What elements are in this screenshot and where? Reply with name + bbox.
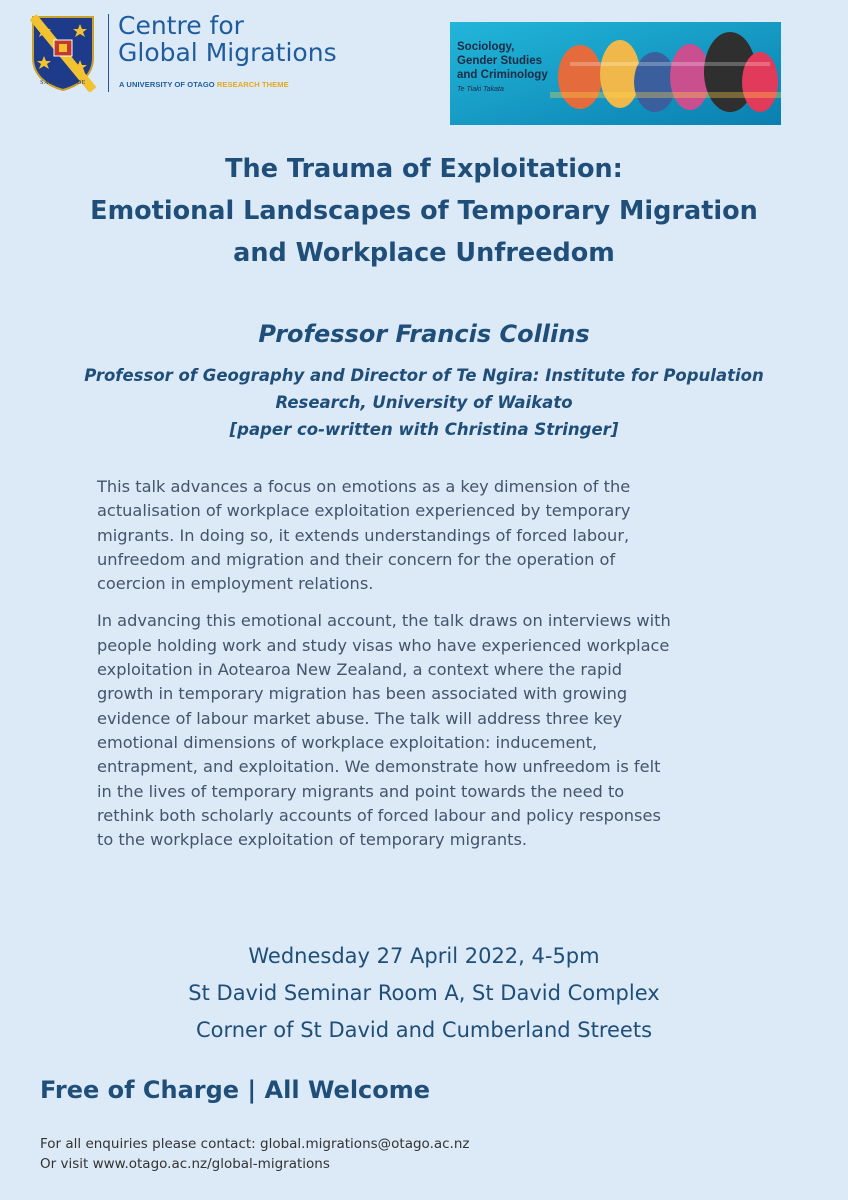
event-details [0, 938, 848, 1049]
abstract [97, 475, 777, 865]
abstract-line: to the workplace exploitation of temporary migrants. [97, 830, 528, 850]
banner-subtitle: Te Tiaki Takata [457, 86, 504, 93]
department-banner [450, 22, 781, 125]
affiliation-line-2: Research, University of Waikato [275, 393, 573, 412]
speaker-name: Professor Francis Collins [258, 320, 590, 348]
abstract-line: in the lives of temporary migrants and point towards the need to [97, 781, 625, 801]
event-date: Wednesday 27 April 2022, 4-5pm [248, 944, 600, 968]
contact-website-line: Or visit www.otago.ac.nz/global-migrations [40, 1156, 330, 1172]
abstract-line: actualisation of workplace exploitation experienced by temporary [97, 501, 631, 521]
logo-subtitle [119, 80, 289, 89]
banner-line-3: and Criminology [457, 69, 548, 81]
event-location: Corner of St David and Cumberland Streets [195, 1018, 653, 1042]
abstract-paragraph-1 [97, 475, 777, 596]
admission-note: Free of Charge | All Welcome [40, 1076, 431, 1104]
abstract-line: In advancing this emotional account, the talk draws on interviews with [97, 611, 671, 631]
abstract-line: migrants. In doing so, it extends understandings of forced labour, [97, 525, 630, 545]
event-room: St David Seminar Room A, St David Complex [188, 981, 660, 1005]
abstract-line: emotional dimensions of workplace exploitation: inducement, [97, 732, 598, 752]
logo-divider [108, 14, 109, 92]
affiliation-line-1: Professor of Geography and Director of Te Ngira: Institute for Population [84, 366, 764, 385]
affiliation-line-3: [paper co-written with Christina Stringer] [229, 420, 619, 439]
abstract-line: evidence of labour market abuse. The talk will address three key [97, 708, 623, 728]
header [0, 0, 848, 135]
title-line-3: and Workplace Unfreedom [233, 238, 615, 268]
contact-info [40, 1134, 470, 1174]
title-line-1: The Trauma of Exploitation: [225, 154, 623, 184]
logo-line-1: Centre for [118, 11, 244, 40]
logo-line-2: Global Migrations [118, 38, 337, 67]
abstract-line: unfreedom and migration and their concern for the operation of [97, 549, 616, 569]
abstract-line: entrapment, and exploitation. We demonstrate how unfreedom is felt [97, 757, 661, 777]
abstract-line: rethink both scholarly accounts of forced labour and policy responses [97, 805, 661, 825]
banner-title [457, 40, 548, 82]
banner-line-2: Gender Studies [457, 55, 542, 67]
abstract-line: people holding work and study visas who have experienced workplace [97, 635, 670, 655]
logo-subtitle-prefix: A UNIVERSITY OF OTAGO [119, 80, 215, 89]
logo-subtitle-accent: RESEARCH THEME [216, 80, 289, 89]
speaker-affiliation [0, 362, 848, 443]
abstract-line: growth in temporary migration has been associated with growing [97, 684, 628, 704]
banner-line-1: Sociology, [457, 41, 515, 53]
talk-title [0, 148, 848, 274]
title-line-2: Emotional Landscapes of Temporary Migration [90, 196, 758, 226]
centre-logo-text [118, 12, 337, 66]
crest-motto: SAPERE AUDE [40, 80, 86, 86]
abstract-line: coercion in employment relations. [97, 574, 374, 594]
abstract-paragraph-2 [97, 609, 777, 852]
abstract-line: This talk advances a focus on emotions as a key dimension of the [97, 477, 631, 496]
abstract-line: exploitation in Aotearoa New Zealand, a context where the rapid [97, 660, 623, 680]
contact-email-line: For all enquiries please contact: global.migrations@otago.ac.nz [40, 1136, 470, 1152]
